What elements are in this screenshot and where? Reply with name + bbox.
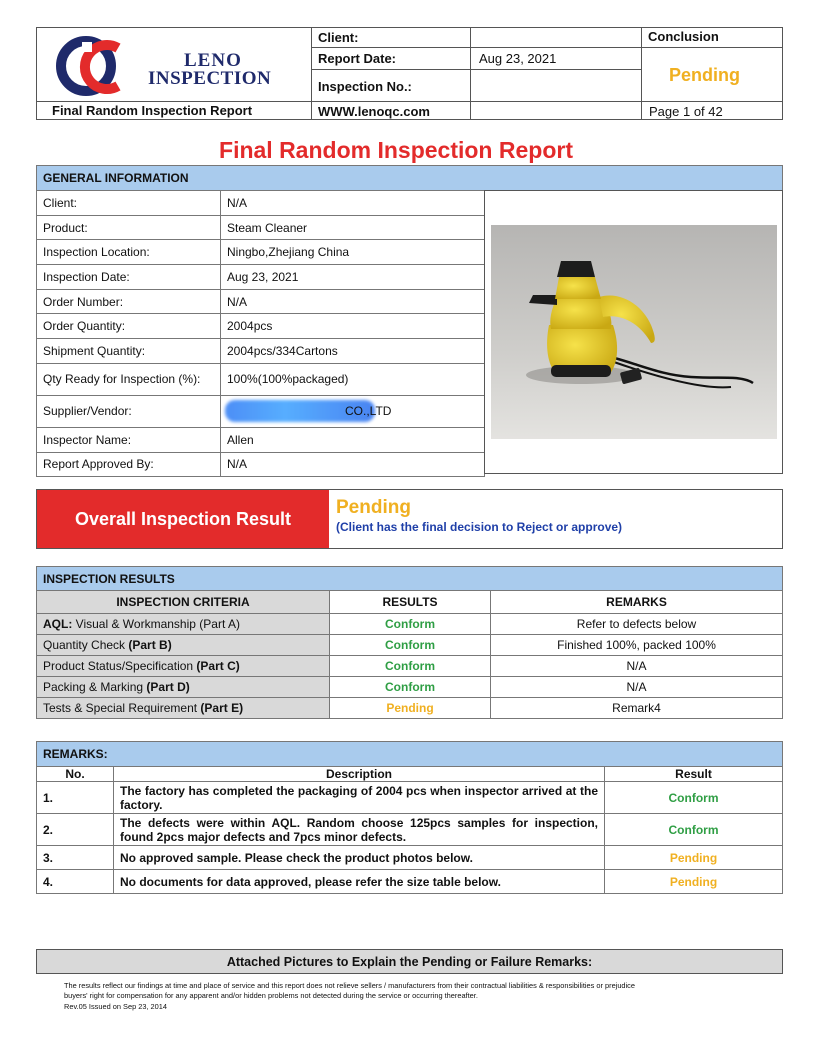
criteria-part: (Part B) xyxy=(128,638,172,652)
col-no-header: No. xyxy=(37,767,114,782)
general-info-key: Supplier/Vendor: xyxy=(37,395,221,427)
remark-row xyxy=(37,870,783,894)
result-remark: N/A xyxy=(491,677,783,698)
criteria-part: Visual & Workmanship (Part A) xyxy=(75,617,240,631)
general-info-key: Inspection Location: xyxy=(37,240,221,265)
result-status: Conform xyxy=(330,677,491,698)
remark-number: 4. xyxy=(37,870,114,894)
logo-text-leno: LENO xyxy=(184,50,242,71)
general-info-value: Aug 23, 2021 xyxy=(221,265,485,290)
remark-row xyxy=(37,782,783,814)
general-info-key: Order Quantity: xyxy=(37,314,221,339)
result-remark: Finished 100%, packed 100% xyxy=(491,635,783,656)
inspection-results-table xyxy=(36,590,783,719)
report-title: Final Random Inspection Report xyxy=(219,137,573,163)
criteria-name: Tests & Special Requirement xyxy=(43,701,201,715)
criteria-name: Quantity Check xyxy=(43,638,129,652)
inspection-results-heading: INSPECTION RESULTS xyxy=(36,566,783,591)
col-remarks-header: REMARKS xyxy=(491,591,783,614)
report-date-label: Report Date: xyxy=(318,51,397,66)
inspection-result-row xyxy=(37,614,783,635)
general-info-key: Inspection Date: xyxy=(37,265,221,290)
client-label: Client: xyxy=(318,30,359,45)
overall-result-status: Pending xyxy=(336,497,411,518)
logo-text-inspection: INSPECTION xyxy=(148,68,272,89)
header-divider xyxy=(641,27,642,120)
result-status: Conform xyxy=(330,656,491,677)
footer-revision: Rev.05 Issued on Sep 23, 2014 xyxy=(64,1002,167,1011)
general-info-value xyxy=(221,395,485,427)
remark-number: 1. xyxy=(37,782,114,814)
criteria-name: AQL: xyxy=(43,617,76,631)
remark-description: The factory has completed the packaging of 2004 pcs when inspector arrived at the factory. xyxy=(114,782,605,814)
inspection-result-row xyxy=(37,635,783,656)
general-info-row xyxy=(37,289,485,314)
remarks-heading: REMARKS: xyxy=(36,741,783,767)
header-divider xyxy=(36,101,783,102)
remark-result: Conform xyxy=(605,814,783,846)
header-divider xyxy=(311,47,641,48)
general-info-row xyxy=(37,339,485,364)
col-result-header: Result xyxy=(605,767,783,782)
general-info-value: 100%(100%packaged) xyxy=(221,363,485,395)
result-status: Pending xyxy=(330,698,491,719)
criteria-name: Product Status/Specification xyxy=(43,659,197,673)
website-link[interactable]: WWW.lenoqc.com xyxy=(318,104,430,119)
remark-number: 2. xyxy=(37,814,114,846)
criteria-cell xyxy=(37,698,330,719)
remark-row xyxy=(37,846,783,870)
col-criteria-header: INSPECTION CRITERIA xyxy=(37,591,330,614)
steam-cleaner-photo xyxy=(491,225,777,439)
criteria-part: (Part C) xyxy=(196,659,240,673)
remarks-table xyxy=(36,766,783,894)
general-info-key: Shipment Quantity: xyxy=(37,339,221,364)
remark-description: No documents for data approved, please refer the size table below. xyxy=(114,870,605,894)
general-info-key: Order Number: xyxy=(37,289,221,314)
col-results-header: RESULTS xyxy=(330,591,491,614)
criteria-cell xyxy=(37,614,330,635)
header-divider xyxy=(470,27,471,120)
result-status: Conform xyxy=(330,635,491,656)
remark-description: The defects were within AQL. Random choose 125pcs samples for inspection, found 2pcs major defects and 7pcs minor defects. xyxy=(114,814,605,846)
inspection-result-row xyxy=(37,677,783,698)
remark-result: Conform xyxy=(605,782,783,814)
general-info-key: Inspector Name: xyxy=(37,427,221,452)
report-type-label: Final Random Inspection Report xyxy=(52,103,253,118)
inspection-result-row xyxy=(37,656,783,677)
general-info-value: N/A xyxy=(221,191,485,216)
general-info-value: 2004pcs/334Cartons xyxy=(221,339,485,364)
general-info-key: Report Approved By: xyxy=(37,452,221,477)
general-info-heading: GENERAL INFORMATION xyxy=(36,165,783,191)
inspection-result-row xyxy=(37,698,783,719)
general-info-row xyxy=(37,191,485,216)
conclusion-status: Pending xyxy=(669,65,740,85)
footer-disclaimer-1: The results reflect our findings at time and place of service and this report does not relieve sellers / manufacturers from their contractual liabilities & responsibilities or prejudice xyxy=(64,981,635,990)
general-info-row xyxy=(37,427,485,452)
criteria-cell xyxy=(37,656,330,677)
page-indicator: Page 1 of 42 xyxy=(649,104,723,119)
attached-pictures-heading: Attached Pictures to Explain the Pending or Failure Remarks: xyxy=(36,949,783,974)
header-divider xyxy=(311,27,312,120)
criteria-cell xyxy=(37,635,330,656)
report-date-value: Aug 23, 2021 xyxy=(479,51,557,66)
overall-result-note: (Client has the final decision to Reject or approve) xyxy=(336,520,623,534)
remark-result: Pending xyxy=(605,870,783,894)
general-info-value: N/A xyxy=(221,289,485,314)
overall-result-label: Overall Inspection Result xyxy=(37,490,329,548)
remark-number: 3. xyxy=(37,846,114,870)
general-info-key: Client: xyxy=(37,191,221,216)
general-info-row xyxy=(37,265,485,290)
general-info-value: Steam Cleaner xyxy=(221,215,485,240)
result-remark: Refer to defects below xyxy=(491,614,783,635)
result-status: Conform xyxy=(330,614,491,635)
general-info-value: 2004pcs xyxy=(221,314,485,339)
criteria-cell xyxy=(37,677,330,698)
general-info-key: Product: xyxy=(37,215,221,240)
remark-row xyxy=(37,814,783,846)
footer-disclaimer-2: buyers' right for compensation for any apparent and/or hidden problems not detected during the service or occurring thereafter. xyxy=(64,991,478,1000)
result-remark: N/A xyxy=(491,656,783,677)
general-info-value: Allen xyxy=(221,427,485,452)
general-info-key: Qty Ready for Inspection (%): xyxy=(37,363,221,395)
header-divider xyxy=(311,69,641,70)
col-description-header: Description xyxy=(114,767,605,782)
remark-description: No approved sample. Please check the product photos below. xyxy=(114,846,605,870)
general-info-row xyxy=(37,314,485,339)
general-info-value: Ningbo,Zhejiang China xyxy=(221,240,485,265)
remark-result: Pending xyxy=(605,846,783,870)
result-remark: Remark4 xyxy=(491,698,783,719)
criteria-part: (Part E) xyxy=(200,701,244,715)
general-info-row xyxy=(37,240,485,265)
criteria-name: Packing & Marking xyxy=(43,680,147,694)
general-info-row xyxy=(37,363,485,395)
conclusion-label: Conclusion xyxy=(648,29,719,44)
general-info-value: N/A xyxy=(221,452,485,477)
header-divider xyxy=(641,47,783,48)
general-info-row xyxy=(37,215,485,240)
general-info-row xyxy=(37,452,485,477)
general-info-row xyxy=(37,395,485,427)
inspection-no-label: Inspection No.: xyxy=(318,79,412,94)
criteria-part: (Part D) xyxy=(146,680,190,694)
leno-logo-mark xyxy=(52,30,142,100)
supplier-suffix: CO.,LTD xyxy=(345,404,392,419)
general-info-table xyxy=(36,190,485,477)
